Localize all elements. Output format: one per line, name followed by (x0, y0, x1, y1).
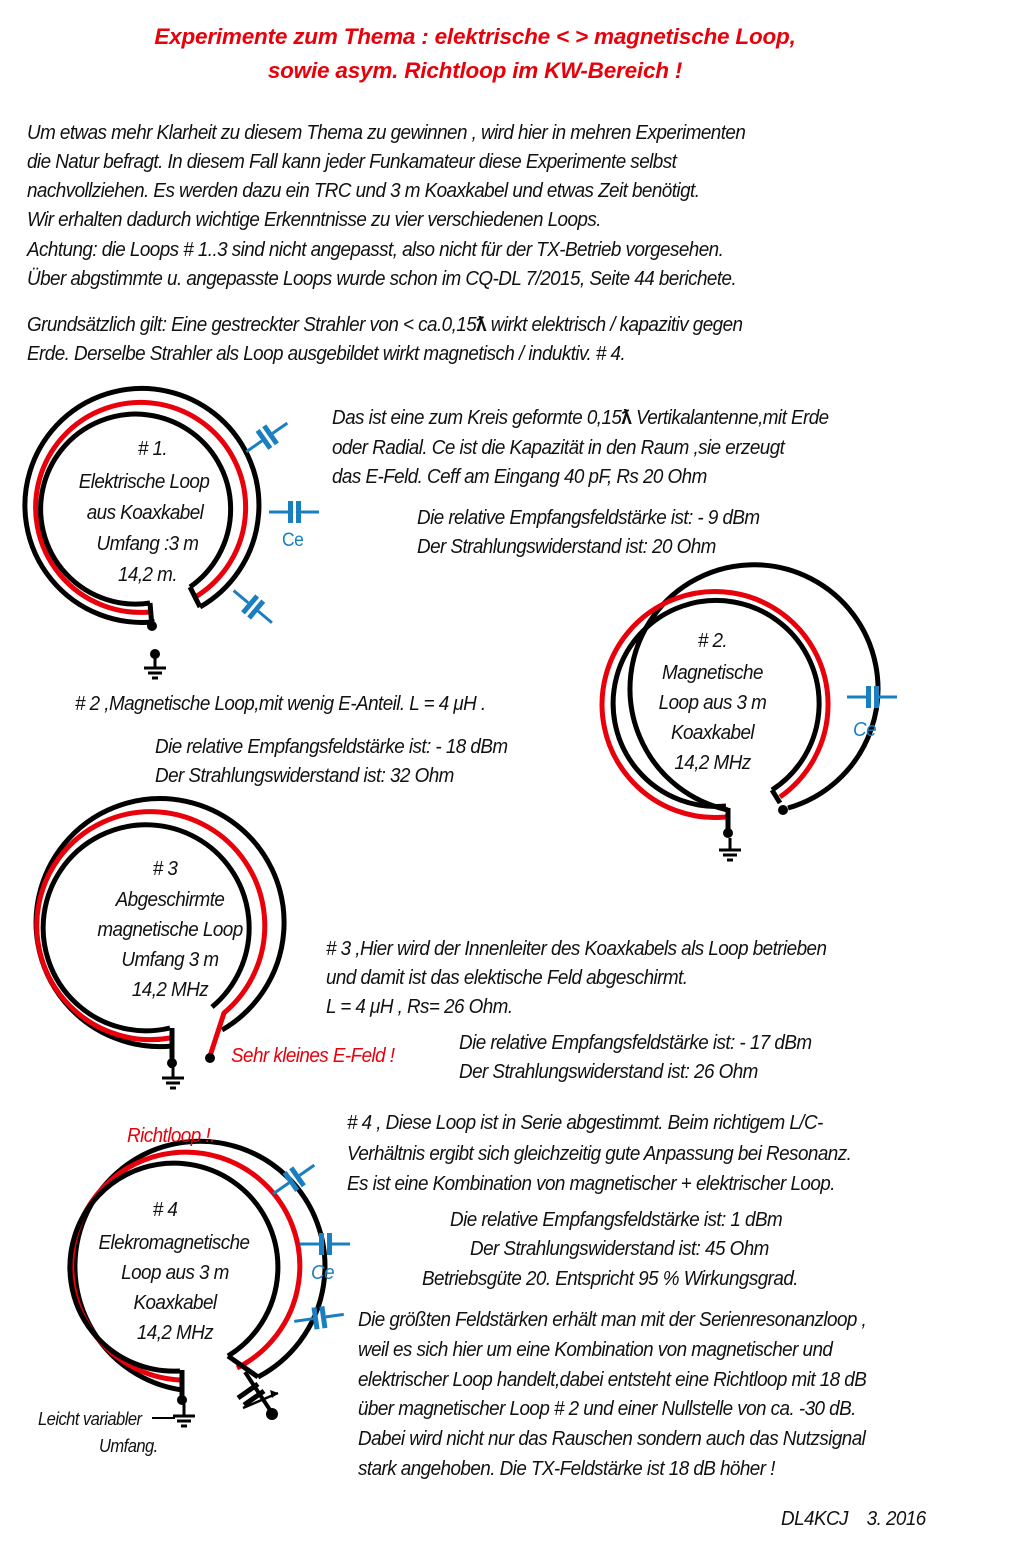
conclusion-line: weil es sich hier um eine Kombination von magnetischer und (358, 1338, 833, 1361)
loop2-ce-label: Ce (853, 718, 877, 741)
loop1-desc-line: das E-Feld. Ceff am Eingang 40 pF, Rs 20 Ohm (332, 465, 707, 488)
loop4-desc-line: Verhältnis ergibt sich gleichzeitig gute Anpassung bei Resonanz. (347, 1142, 852, 1165)
loop3-field-strength: Die relative Empfangsfeldstärke ist: - 17 dBm (459, 1031, 812, 1054)
loop4-ce-label: Ce (311, 1261, 335, 1284)
loop1-desc-text-tail: Vertikalantenne,mit Erde (631, 406, 829, 429)
loop1-desc-line: oder Radial. Ce ist die Kapazität in den Raum ,sie erzeugt (332, 436, 785, 459)
loop4-variable-note: Leicht variabler (38, 1409, 142, 1429)
loop3-label-line: 14,2 MHz (131, 978, 209, 1001)
lambda-symbol: ƛ (476, 313, 487, 336)
loop3-label-line: Umfang 3 m (121, 948, 219, 971)
loop2-open-end (778, 805, 788, 815)
loop3-label-line: Abgeschirmte (115, 888, 225, 911)
loop4-radiation-resistance: Der Strahlungswiderstand ist: 45 Ohm (470, 1237, 769, 1260)
loop1-label-line: # 1. (137, 437, 168, 460)
loop2-label-line: Loop aus 3 m (658, 691, 767, 714)
loop4-desc-line: Es ist eine Kombination von magnetischer + elektrischer Loop. (347, 1172, 835, 1195)
loop4-label-line: 14,2 MHz (136, 1321, 214, 1344)
loop1-label-line: Umfang :3 m (96, 532, 199, 555)
loop1-radiation-resistance: Der Strahlungswiderstand ist: 20 Ohm (417, 535, 716, 558)
loop2-radiation-resistance: Der Strahlungswiderstand ist: 32 Ohm (155, 764, 454, 787)
loop1-field-strength: Die relative Empfangsfeldstärke ist: - 9 dBm (417, 506, 760, 529)
intro-line: Um etwas mehr Klarheit zu diesem Thema zu gewinnen , wird hier in mehren Experimenten (27, 121, 746, 144)
lambda-symbol: ƛ (621, 406, 632, 429)
loop2-field-strength: Die relative Empfangsfeldstärke ist: - 18 dBm (155, 735, 508, 758)
intro-line: Über abgstimmte u. angepasste Loops wurde schon im CQ-DL 7/2015, Seite 44 berichete. (27, 267, 737, 290)
loop2-desc: # 2 ,Magnetische Loop,mit wenig E-Anteil. L = 4 μH . (75, 692, 486, 715)
loop4-label-line: # 4 (152, 1198, 178, 1221)
loop4-label-line: Loop aus 3 m (121, 1261, 229, 1284)
title-line-2: sowie asym. Richtloop im KW-Bereich ! (267, 58, 683, 83)
loop2-ground-icon (719, 838, 741, 860)
loop3-ground-icon (162, 1066, 184, 1088)
loop3-desc-line: und damit ist das elektische Feld abgeschirmt. (326, 966, 688, 989)
loop3-label-line: # 3 (152, 857, 178, 880)
loop1-capacitor-icon (227, 582, 279, 631)
intro-line: Achtung: die Loops # 1..3 sind nicht angepasst, also nicht für der TX-Betrieb vorgesehen. (27, 238, 724, 261)
loop4-variable-note: Umfang. (99, 1436, 158, 1456)
loop1-capacitor-icon (269, 501, 319, 523)
principle-line-2: Erde. Derselbe Strahler als Loop ausgebildet wirkt magnetisch / induktiv. # 4. (27, 342, 626, 365)
conclusion-line: Die größten Feldstärken erhält man mit der Serienresonanzloop , (358, 1308, 867, 1331)
intro-line: nachvollziehen. Es werden dazu ein TRC und 3 m Koaxkabel und etwas Zeit benötigt. (27, 179, 700, 202)
loop1-desc-text: Das ist eine zum Kreis geformte 0,15 (332, 406, 622, 429)
loop2-label-line: Koaxkabel (670, 721, 755, 744)
loop4-tag: Richtloop !. (127, 1124, 215, 1147)
loop3-radiation-resistance: Der Strahlungswiderstand ist: 26 Ohm (459, 1060, 758, 1083)
loop2-label-line: 14,2 MHz (674, 751, 751, 774)
loop4-variable-capacitor-icon (238, 1372, 278, 1420)
principle-text-tail: wirkt elektrisch / kapazitiv gegen (486, 313, 743, 336)
conclusion-line: elektrischer Loop handelt,dabei entsteht eine Richtloop mit 18 dB (358, 1368, 867, 1391)
intro-line: Wir erhalten dadurch wichtige Erkenntnisse zu vier verschiedenen Loops. (27, 208, 601, 231)
title-line-1: Experimente zum Thema : elektrische < > magnetische Loop, (154, 24, 796, 49)
loop2-capacitor-icon (847, 686, 897, 708)
loop2-label-line: Magnetische (662, 661, 763, 684)
loop1-ce-label: Ce (282, 530, 304, 551)
loop3-efield-note: Sehr kleines E-Feld ! (231, 1044, 395, 1067)
loop4-quality-factor: Betriebsgüte 20. Entspricht 95 % Wirkungsgrad. (422, 1267, 798, 1290)
loop3-label-line: magnetische Loop (97, 918, 243, 941)
loop4-desc-line: # 4 , Diese Loop ist in Serie abgestimmt. Beim richtigem L/C- (347, 1111, 823, 1134)
loop4-label-line: Elekromagnetische (98, 1231, 250, 1254)
loop3-inner-conductor-end (205, 1053, 215, 1063)
principle-text: Grundsätzlich gilt: Eine gestreckter Strahler von < ca.0,15 (27, 313, 477, 336)
loop3-desc-line: L = 4 μH , Rs= 26 Ohm. (326, 995, 513, 1018)
loop1-label-line: 14,2 m. (117, 563, 178, 586)
loop2-feed-point (723, 828, 733, 838)
conclusion-line: Dabei wird nicht nur das Rauschen sondern auch das Nutzsignal (358, 1427, 866, 1450)
conclusion-line: über magnetischer Loop # 2 und einer Nullstelle von ca. -30 dB. (358, 1397, 856, 1420)
author-signature: DL4KCJ 3. 2016 (781, 1507, 926, 1530)
loop1-ground-icon (144, 656, 166, 678)
loop1-label-line: Elektrische Loop (78, 470, 210, 493)
loop4-label-line: Koaxkabel (133, 1291, 217, 1314)
loop3-desc-line: # 3 ,Hier wird der Innenleiter des Koaxkabels als Loop betrieben (326, 937, 827, 960)
loop1-label-line: aus Koaxkabel (86, 501, 204, 524)
conclusion-line: stark angehoben. Die TX-Feldstärke ist 18 dB höher ! (358, 1457, 775, 1480)
loop4-ground-icon (173, 1404, 195, 1426)
intro-line: die Natur befragt. In diesem Fall kann jeder Funkamateur diese Experimente selbst (27, 150, 677, 173)
loop4-field-strength: Die relative Empfangsfeldstärke ist: 1 dBm (450, 1208, 783, 1231)
loop1-feed-point (147, 621, 157, 631)
loop2-label-line: # 2. (697, 629, 728, 652)
